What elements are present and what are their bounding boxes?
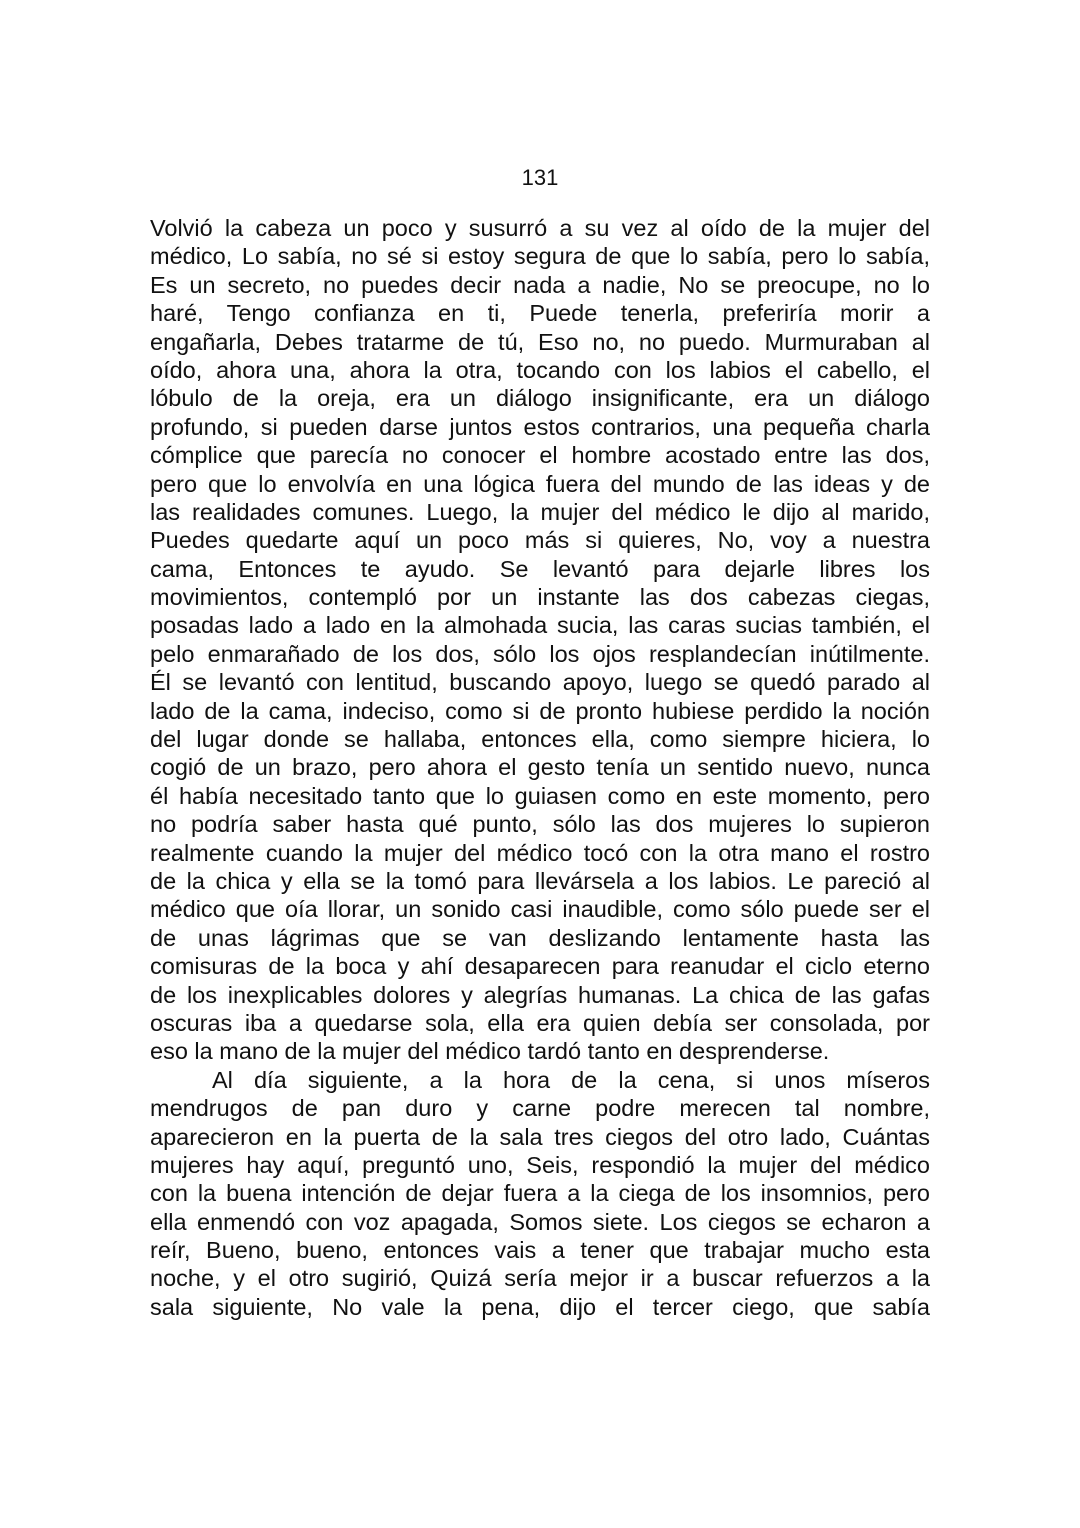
text-line: ella enmendó con voz apagada, Somos siete. Los ciegos se echaron a bbox=[150, 1208, 930, 1235]
page-number: 131 bbox=[521, 165, 559, 190]
paragraph bbox=[150, 1066, 930, 1322]
text-line: realmente cuando la mujer del médico tocó con la otra mano el rostro bbox=[150, 839, 930, 866]
text-line: lado de la cama, indeciso, como si de pronto hubiese perdido la noción bbox=[150, 697, 930, 724]
text-line: cogió de un brazo, pero ahora el gesto tenía un sentido nuevo, nunca bbox=[150, 754, 930, 781]
text-line: cama, Entonces te ayudo. Se levantó para dejarle libres los bbox=[150, 555, 930, 582]
text-line: Volvió la cabeza un poco y susurró a su vez al oído de la mujer del bbox=[150, 215, 930, 241]
text-line: movimientos, contempló por un instante las dos cabezas ciegas, bbox=[150, 584, 930, 611]
text-line: Es un secreto, no puedes decir nada a nadie, No se preocupe, no lo bbox=[150, 271, 930, 298]
text-line: aparecieron en la puerta de la sala tres ciegos del otro lado, Cuántas bbox=[150, 1123, 930, 1150]
text-line: él había necesitado tanto que lo guiasen como en este momento, pero bbox=[150, 782, 930, 809]
text-line: oído, ahora una, ahora la otra, tocando con los labios el cabello, el bbox=[150, 356, 930, 383]
text-line: las realidades comunes. Luego, la mujer del médico le dijo al marido, bbox=[150, 498, 930, 525]
text-line: de la chica y ella se la tomó para llevársela a los labios. Le pareció al bbox=[150, 867, 930, 894]
text-line: mujeres hay aquí, preguntó uno, Seis, respondió la mujer del médico bbox=[150, 1151, 930, 1178]
text-line: haré, Tengo confianza en ti, Puede tenerla, preferiría morir a bbox=[150, 300, 930, 327]
text-line: de los inexplicables dolores y alegrías humanas. La chica de las gafas bbox=[150, 981, 930, 1008]
text-line: reír, Bueno, bueno, entonces vais a tener que trabajar mucho esta bbox=[150, 1237, 930, 1264]
text-line: posadas lado a lado en la almohada sucia, las caras sucias también, el bbox=[150, 612, 930, 639]
text-line: oscuras iba a quedarse sola, ella era quien debía ser consolada, por bbox=[150, 1009, 930, 1036]
text-line: médico, Lo sabía, no sé si estoy segura de que lo sabía, pero lo sabía, bbox=[150, 243, 930, 270]
body-text bbox=[150, 214, 930, 1321]
text-line: Puedes quedarte aquí un poco más si quieres, No, voy a nuestra bbox=[150, 527, 930, 554]
text-line: médico que oía llorar, un sonido casi inaudible, como sólo puede ser el bbox=[150, 896, 930, 923]
text-line: comisuras de la boca y ahí desaparecen para reanudar el ciclo eterno bbox=[150, 953, 930, 980]
text-line: sala siguiente, No vale la pena, dijo el tercer ciego, que sabía bbox=[150, 1293, 930, 1320]
text-line: Él se levantó con lentitud, buscando apoyo, luego se quedó parado al bbox=[150, 669, 930, 696]
text-line: cómplice que parecía no conocer el hombre acostado entre las dos, bbox=[150, 442, 930, 469]
text-line: pero que lo envolvía en una lógica fuera del mundo de las ideas y de bbox=[150, 470, 930, 497]
text-line: pelo enmarañado de los dos, sólo los ojos resplandecían inútilmente. bbox=[150, 640, 930, 667]
text-line: del lugar donde se hallaba, entonces ella, como siempre hiciera, lo bbox=[150, 726, 930, 753]
text-line: con la buena intención de dejar fuera a la ciega de los insomnios, pero bbox=[150, 1180, 930, 1207]
text-line: de unas lágrimas que se van deslizando lentamente hasta las bbox=[150, 924, 930, 951]
text-line: engañarla, Debes tratarme de tú, Eso no, no puedo. Murmuraban al bbox=[150, 328, 930, 355]
text-line: lóbulo de la oreja, era un diálogo insignificante, era un diálogo bbox=[150, 385, 930, 412]
paragraph bbox=[150, 214, 930, 1066]
text-line: mendrugos de pan duro y carne podre merecen tal nombre, bbox=[150, 1095, 930, 1122]
text-line: profundo, si pueden darse juntos estos contrarios, una pequeña charla bbox=[150, 413, 930, 440]
text-line: Al día siguiente, a la hora de la cena, si unos míseros bbox=[212, 1066, 930, 1093]
text-line: eso la mano de la mujer del médico tardó tanto en desprenderse. bbox=[150, 1038, 830, 1065]
text-line: noche, y el otro sugirió, Quizá sería mejor ir a buscar refuerzos a la bbox=[150, 1265, 930, 1292]
text-line: no podría saber hasta qué punto, sólo las dos mujeres lo supieron bbox=[150, 811, 930, 838]
